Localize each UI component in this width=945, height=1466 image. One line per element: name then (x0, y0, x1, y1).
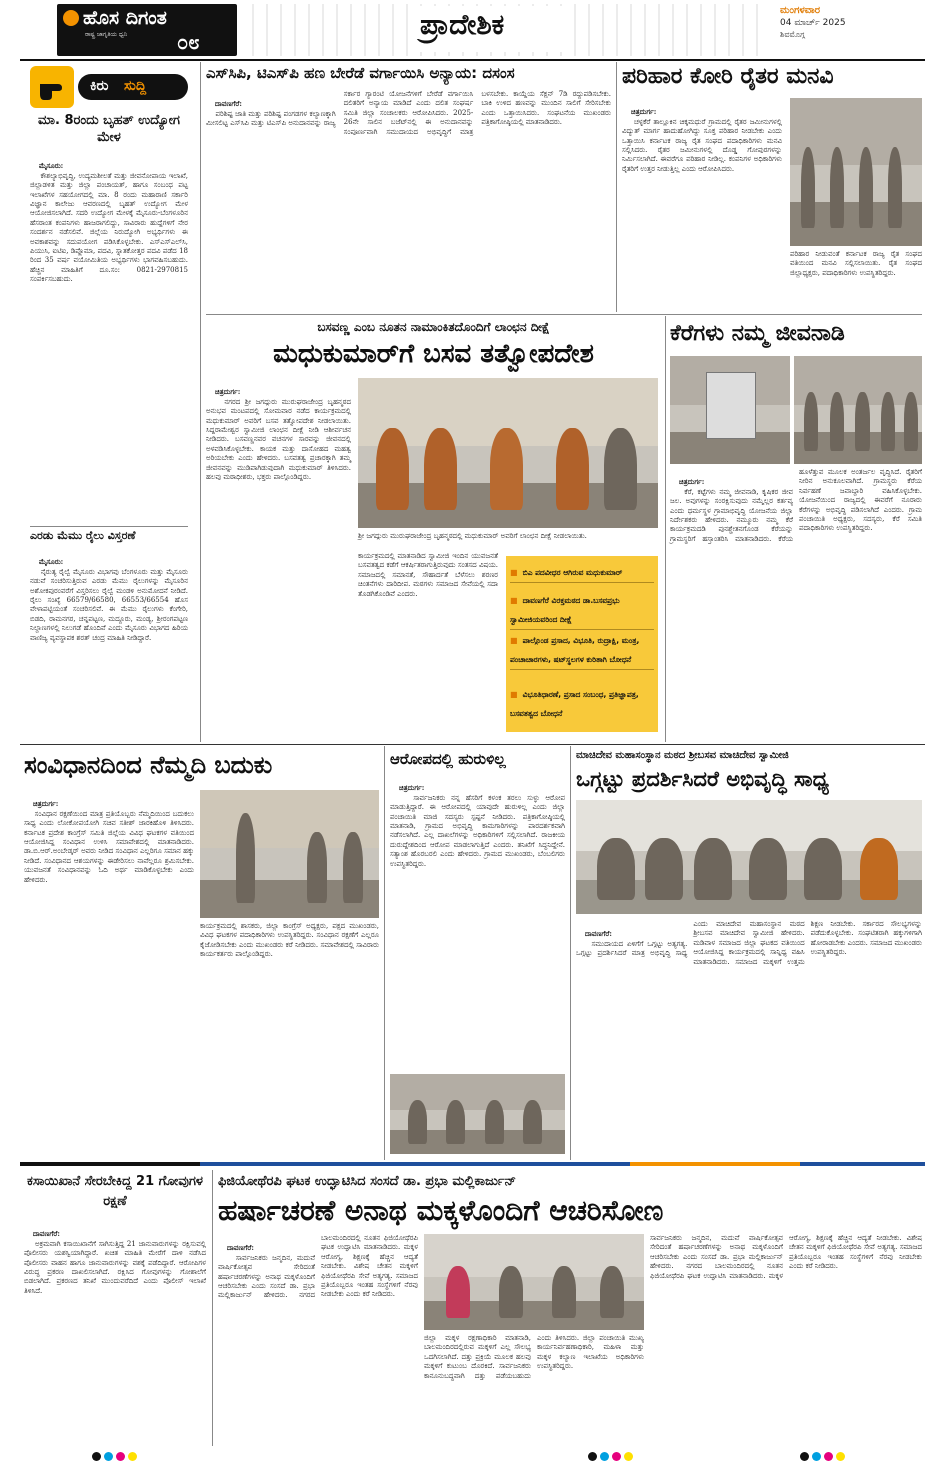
story-allegation-headline: ಆರೋಪದಲ್ಲಿ ಹುರುಳಿಲ್ಲ (390, 750, 506, 768)
story-slaughter (24, 1172, 209, 1442)
story-allegation-dateline: ಚಿತ್ರದುರ್ಗ: (398, 783, 425, 793)
story-unity-dateline: ದಾವಣಗೆರೆ: (584, 929, 612, 939)
masthead (0, 0, 945, 58)
story-birthday-body2: ಜಿಲ್ಲಾ ಮಕ್ಕಳ ರಕ್ಷಣಾಧಿಕಾರಿ ಮಾತನಾಡಿ, ಬಾಲಮಂದಿರದಲ್ಲಿರುವ ಮಕ್ಕಳಿಗೆ ಎಲ್ಲ ಸೌಲಭ್ಯ ಒದಗಿಸಲಾಗಿದೆ. ದತ್ತು ಪ್ರಕ್ರಿಯೆ ಮೂಲಕ ಹಲವು ಮಕ್ಕಳಿಗೆ ಕುಟುಂಬ ದೊರಕಿದೆ. ಸಾರ್ವಜನಿಕರು ಕಾನೂನುಬದ್ಧವಾಗಿ ದತ್ತು ಪಡೆಯಬಹುದು ಎಂದು ತಿಳಿಸಿದರು. ಜಿಲ್ಲಾ ಪಂಚಾಯಿತಿ ಮುಖ್ಯ ಕಾರ್ಯನಿರ್ವಹಣಾಧಿಕಾರಿ, ಮಹಿಳಾ ಮತ್ತು ಮಕ್ಕಳ ಕಲ್ಯಾಣ ಇಲಾಖೆಯ ಅಧಿಕಾರಿಗಳು ಉಪಸ್ಥಿತರಿದ್ದರು. (424, 1334, 647, 1380)
section-divider-bar (20, 1162, 925, 1166)
story-birthday-body (218, 1234, 421, 1440)
highlight-3 (510, 628, 654, 670)
basava-highlights-box (506, 556, 658, 732)
story-birthday-text: ಸಾರ್ವಜನಿಕರು ಜನ್ಮದಿನ, ಮದುವೆ ವಾರ್ಷಿಕೋತ್ಸವ ಸೇರಿದಂತೆ ಹರ್ಷಾಚರಣೆಗಳನ್ನು ಅನಾಥ ಮಕ್ಕಳೊಂದಿಗೆ ಆಚರಿಸಬೇಕು ಎಂದು ಸಂಸದೆ ಡಾ. ಪ್ರಭಾ ಮಲ್ಲಿಕಾರ್ಜುನ್ ಹೇಳಿದರು. ನಗರದ ಬಾಲಮಂದಿರದಲ್ಲಿ ನೂತನ ಫಿಜಿಯೋಥೆರಪಿ ಘಟಕ ಉದ್ಘಾಟಿಸಿ ಮಾತನಾಡಿದರು. ಮಕ್ಕಳ ಆರೋಗ್ಯ, ಶಿಕ್ಷಣಕ್ಕೆ ಹೆಚ್ಚಿನ ಆದ್ಯತೆ ನೀಡಬೇಕು. ವಿಶೇಷ ಚೇತನ ಮಕ್ಕಳಿಗೆ ಫಿಜಿಯೋಥೆರಪಿ ಸೇವೆ ಅತ್ಯಗತ್ಯ. ಸಮಾಜದ ಪ್ರತಿಯೊಬ್ಬರೂ ಇಂತಹ ಸಂಸ್ಥೆಗಳಿಗೆ ನೆರವು ನೀಡಬೇಕು ಎಂದು ಕರೆ ನೀಡಿದರು. (218, 1234, 421, 1300)
basava-photo-caption: ಶ್ರೀ ಜಗದ್ಗುರು ಮುರುಘರಾಜೇಂದ್ರ ಬೃಹನ್ಮಠದಲ್ಲಿ ಮಧುಕುಮಾರ್ ಅವರಿಗೆ ಲಾಂಛನ ದೀಕ್ಷೆ ನೀಡಲಾಯಿತು. (358, 532, 587, 540)
story-basava-headline: ಮಧುಕುಮಾರ್‌ಗೆ ಬಸವ ತತ್ವೋಪದೇಶ (273, 339, 594, 369)
farmers-photo-caption: ಪರಿಹಾರ ನೀಡುವಂತೆ ಕರ್ನಾಟಕ ರಾಜ್ಯ ರೈತ ಸಂಘದ ವತಿಯಿಂದ ಮನವಿ ಸಲ್ಲಿಸಲಾಯಿತು. ರೈತ ಸಂಘದ ಜಿಲ್ಲಾಧ್ಯಕ್ಷರು, ಪದಾಧಿಕಾರಿಗಳು ಉಪಸ್ಥಿತರಿದ್ದರು. (790, 250, 925, 277)
story-constitution-text: ಸಂವಿಧಾನ ರಕ್ಷಣೆಯಿಂದ ಮಾತ್ರ ಪ್ರತಿಯೊಬ್ಬರು ನೆಮ್ಮದಿಯಿಂದ ಬದುಕಲು ಸಾಧ್ಯ ಎಂದು ಲೋಕೋಪಯೋಗಿ ಸಚಿವ ಸತೀಶ್ ಜಾರಕಿಹೊಳಿ ತಿಳಿಸಿದರು. ಕರ್ನಾಟಕ ಪ್ರದೇಶ ಕಾಂಗ್ರೆಸ್ ಸಮಿತಿ ಜಿಲ್ಲೆಯ ವಿವಿಧ ಘಟಕಗಳ ವತಿಯಿಂದ ಆಯೋಜಿಸಿದ್ದ ಸಂವಿಧಾನ ಉಳಿಸಿ ಸಮಾವೇಶದಲ್ಲಿ ಮಾತನಾಡಿದರು. ಡಾ.ಬಿ.ಆರ್.ಅಂಬೇಡ್ಕರ್ ಅವರು ನೀಡಿದ ಸಂವಿಧಾನ ಎಲ್ಲರಿಗೂ ಸಮಾನ ಹಕ್ಕು ನೀಡಿದೆ. ಸಂವಿಧಾನದ ಆಶಯಗಳನ್ನು ಈಡೇರಿಸಲು ನಾವೆಲ್ಲರೂ ಶ್ರಮಿಸಬೇಕು. ಯುವಜನತೆ ಸಂವಿಧಾನವನ್ನು ಓದಿ ಅರ್ಥ ಮಾಡಿಕೊಳ್ಳಬೇಕು ಎಂದು ಹೇಳಿದರು. (24, 809, 197, 884)
kirusuddi-label-prefix: ಕಿರು (90, 78, 109, 94)
kirusuddi-item1-title: ಮಾ. 8ರಂದು ಬೃಹತ್ ಉದ್ಯೋಗ ಮೇಳ (38, 113, 180, 145)
section-tab (240, 4, 770, 56)
highlight-text: ಪಾಲ್ಗೊಂಡ ಪ್ರಸಾದ, ವಿಭೂತಿ, ರುದ್ರಾಕ್ಷಿ, ಮಂತ್ರ, ಪಂಚಾಚಾರಗಳು, ಷಟ್‌ಸ್ಥಲಗಳ ಕುರಿತಾಗಿ ಬೋಧನೆ (510, 636, 640, 664)
logo-box (57, 4, 237, 56)
highlight-4 (510, 682, 654, 720)
story-basava-text: ನಗರದ ಶ್ರೀ ಜಗದ್ಗುರು ಮುರುಘರಾಜೇಂದ್ರ ಬೃಹನ್ಮಠದ ಅನುಭವ ಮಂಟಪದಲ್ಲಿ ಸೋಮವಾರ ನಡೆದ ಕಾರ್ಯಕ್ರಮದಲ್ಲಿ ಮಧುಕುಮಾರ್ ಅವರಿಗೆ ಬಸವ ತತ್ವೋಪದೇಶ ನೀಡಲಾಯಿತು. ಸಿದ್ದರಾಮೇಶ್ವರ ಸ್ವಾಮೀಜಿ ಲಾಂಛನ ದೀಕ್ಷೆ ನೀಡಿ ಆಶೀರ್ವಚನ ನೀಡಿದರು. ಬಸವಣ್ಣನವರ ವಚನಗಳ ಸಾರವನ್ನು ಜೀವನದಲ್ಲಿ ಅಳವಡಿಸಿಕೊಳ್ಳಬೇಕು. ಕಾಯಕ ಮತ್ತು ದಾಸೋಹದ ಮಹತ್ವ ಅರಿಯಬೇಕು ಎಂದು ಹೇಳಿದರು. ಬಸವತತ್ವ ಪ್ರಚಾರಕ್ಕಾಗಿ ತಮ್ಮ ಜೀವನವನ್ನು ಮುಡಿಪಾಗಿಡುವುದಾಗಿ ಮಧುಕುಮಾರ್ ತಿಳಿಸಿದರು. ಹಲವು ಮಠಾಧೀಶರು, ಭಕ್ತರು ಪಾಲ್ಗೊಂಡಿದ್ದರು. (206, 397, 354, 482)
story-birthday-dateline: ದಾವಣಗೆರೆ: (226, 1243, 254, 1253)
story-scp-headline: ಎಸ್‌ಸಿಪಿ, ಟಿಎಸ್‌ಪಿ ಹಣ ಬೇರೆಡೆ ವರ್ಗಾಯಿಸಿ ಅನ್ಯಾಯ: ದಸಂಸ (206, 64, 515, 82)
unity-photo (576, 800, 922, 914)
lakes-photo-left (670, 356, 790, 464)
kirusuddi-item2-text: ನೈರುತ್ಯ ರೈಲ್ವೆ ಮೈಸೂರು ವಿಭಾಗವು ಬೆಂಗಳೂರು ಮತ್ತು ಮೈಸೂರು ನಡುವೆ ಸಂಚರಿಸುತ್ತಿರುವ ಎರಡು ಮೆಮು ರೈಲುಗಳನ್ನು ಮೈಸೂರಿನ ಅಶೋಕಪುರಂವರೆಗೆ ವಿಸ್ತರಿಸಲು ರೈಲ್ವೆ ಮಂಡಳಿ ಅನುಮೋದನೆ ನೀಡಿದೆ. ರೈಲು ಸಂಖ್ಯೆ 66579/66580, 66553/66554 ಹೊಸ ವೇಳಾಪಟ್ಟಿಯಂತೆ ಸಂಚರಿಸಲಿವೆ. ಈ ಮೆಮು ರೈಲುಗಳು ಕೆಂಗೇರಿ, ಬಿಡದಿ, ರಾಮನಗರ, ಚನ್ನಪಟ್ಟಣ, ಮದ್ದೂರು, ಮಂಡ್ಯ, ಶ್ರೀರಂಗಪಟ್ಟಣ ನಿಲ್ದಾಣಗಳಲ್ಲಿ ನಿಲುಗಡೆ ಹೊಂದಿವೆ ಎಂದು ಮೈಸೂರು ವಿಭಾಗದ ಹಿರಿಯ ವಾಣಿಜ್ಯ ವ್ಯವಸ್ಥಾಪಕ ಶರತ್ ಚಂದ್ರ ಮಾಹಿತಿ ನೀಡಿದ್ದಾರೆ. (30, 567, 191, 642)
story-birthday-kicker: ಫಿಜಿಯೋಥೆರಪಿ ಘಟಕ ಉದ್ಘಾಟಿಸಿದ ಸಂಸದೆ ಡಾ. ಪ್ರಭಾ ಮಲ್ಲಿಕಾರ್ಜುನ್ (218, 1174, 517, 1189)
story-scp-text: ಪರಿಶಿಷ್ಟ ಜಾತಿ ಮತ್ತು ಪರಿಶಿಷ್ಟ ಪಂಗಡಗಳ ಕಲ್ಯಾಣಕ್ಕಾಗಿ ಮೀಸಲಿಟ್ಟ ಎಸ್‌ಸಿಪಿ ಮತ್ತು ಟಿಎಸ್‌ಪಿ ಅನುದಾನವನ್ನು ರಾಜ್ಯ ಸರ್ಕಾರ ಗ್ಯಾರಂಟಿ ಯೋಜನೆಗಳಿಗೆ ಬೇರೆಡೆ ವರ್ಗಾಯಿಸಿ ದಲಿತರಿಗೆ ಅನ್ಯಾಯ ಮಾಡಿದೆ ಎಂದು ದಲಿತ ಸಂಘರ್ಷ ಸಮಿತಿ ಜಿಲ್ಲಾ ಸಂಚಾಲಕರು ಆರೋಪಿಸಿದರು. 2025-26ನೇ ಸಾಲಿನ ಬಜೆಟ್‌ನಲ್ಲಿ ಈ ಅನುದಾನವನ್ನು ಸಂಪೂರ್ಣವಾಗಿ ಸಮುದಾಯದ ಅಭಿವೃದ್ಧಿಗೆ ಮಾತ್ರ ಬಳಸಬೇಕು. ಕಾಯ್ದೆಯ ಸೆಕ್ಷನ್ 7ಡಿ ರದ್ದುಪಡಿಸಬೇಕು. ಬಾಕಿ ಉಳಿದ ಹಣವನ್ನು ಮುಂದಿನ ಸಾಲಿಗೆ ಸೇರಿಸಬೇಕು ಎಂದು ಒತ್ತಾಯಿಸಿದರು. ಸಂಘಟನೆಯ ಮುಖಂಡರು ಪತ್ರಿಕಾಗೋಷ್ಠಿಯಲ್ಲಿ ಮಾತನಾಡಿದರು. (206, 90, 614, 136)
story-allegation-body (390, 774, 568, 1070)
kirusuddi-banner (30, 66, 188, 108)
story-farmers-headline: ಪರಿಹಾರ ಕೋರಿ ರೈತರ ಮನವಿ (622, 64, 834, 89)
logo-tagline: ರಾಷ್ಟ್ರ ಜಾಗೃತಿಯ ಧ್ವನಿ (85, 31, 128, 38)
highlight-bullet: ■ (510, 596, 518, 605)
story-lakes-body (670, 468, 925, 738)
farmers-photo (790, 98, 922, 246)
story-lakes-dateline: ಚಿತ್ರದುರ್ಗ: (678, 477, 705, 487)
story-farmers-dateline: ಚಿತ್ರದುರ್ಗ: (630, 107, 657, 117)
story-scp-body (206, 90, 614, 308)
highlight-bullet: ■ (510, 568, 518, 577)
highlight-text: ವಿಭೂತಿಧಾರಣೆ, ಪ್ರಸಾದ ಸಂಬಂಧ, ಪ್ರತಿಜ್ಞಾಪತ್ರ, ಬಸವತತ್ವದ ಬೋಧನೆ (510, 690, 639, 718)
story-scp (206, 62, 614, 310)
highlight-text: ಬಿಎ ಪದವೀಧರ ಆಗಿರುವ ಮಧುಕುಮಾರ್ (522, 568, 623, 577)
story-farmers-body (622, 98, 785, 304)
date-block (780, 5, 930, 55)
constitution-photo (200, 790, 379, 918)
story-basava-body (206, 378, 354, 736)
story-farmers (622, 62, 925, 310)
story-constitution-body2: ಕಾರ್ಯಕ್ರಮದಲ್ಲಿ ಶಾಸಕರು, ಜಿಲ್ಲಾ ಕಾಂಗ್ರೆಸ್ ಅಧ್ಯಕ್ಷರು, ಪಕ್ಷದ ಮುಖಂಡರು, ವಿವಿಧ ಘಟಕಗಳ ಪದಾಧಿಕಾರಿಗಳು ಉಪಸ್ಥಿತರಿದ್ದರು. ಸಂವಿಧಾನ ರಕ್ಷಣೆಗೆ ಎಲ್ಲರೂ ಕೈಜೋಡಿಸಬೇಕು ಎಂದು ಮುಖಂಡರು ಕರೆ ನೀಡಿದರು. ಸಮಾವೇಶದಲ್ಲಿ ಸಾವಿರಾರು ಕಾರ್ಯಕರ್ತರು ಪಾಲ್ಗೊಂಡಿದ್ದರು. (200, 922, 382, 959)
story-birthday-body3: ಸಾರ್ವಜನಿಕರು ಜನ್ಮದಿನ, ಮದುವೆ ವಾರ್ಷಿಕೋತ್ಸವ ಸೇರಿದಂತೆ ಹರ್ಷಾಚರಣೆಗಳನ್ನು ಅನಾಥ ಮಕ್ಕಳೊಂದಿಗೆ ಆಚರಿಸಬೇಕು ಎಂದು ಸಂಸದೆ ಡಾ. ಪ್ರಭಾ ಮಲ್ಲಿಕಾರ್ಜುನ್ ಹೇಳಿದರು. ನಗರದ ಬಾಲಮಂದಿರದಲ್ಲಿ ನೂತನ ಫಿಜಿಯೋಥೆರಪಿ ಘಟಕ ಉದ್ಘಾಟಿಸಿ ಮಾತನಾಡಿದರು. ಮಕ್ಕಳ ಆರೋಗ್ಯ, ಶಿಕ್ಷಣಕ್ಕೆ ಹೆಚ್ಚಿನ ಆದ್ಯತೆ ನೀಡಬೇಕು. ವಿಶೇಷ ಚೇತನ ಮಕ್ಕಳಿಗೆ ಫಿಜಿಯೋಥೆರಪಿ ಸೇವೆ ಅತ್ಯಗತ್ಯ. ಸಮಾಜದ ಪ್ರತಿಯೊಬ್ಬರೂ ಇಂತಹ ಸಂಸ್ಥೆಗಳಿಗೆ ನೆರವು ನೀಡಬೇಕು ಎಂದು ಕರೆ ನೀಡಿದರು. (650, 1234, 925, 1280)
story-unity-headline: ಒಗ್ಗಟ್ಟು ಪ್ರದರ್ಶಿಸಿದರೆ ಅಭಿವೃದ್ಧಿ ಸಾಧ್ಯ (576, 767, 830, 791)
story-scp-dateline: ದಾವಣಗೆರೆ: (214, 99, 242, 109)
basava-photo (358, 378, 658, 528)
kirusuddi-label-suffix: ಸುದ್ದಿ (124, 78, 147, 94)
story-slaughter-dateline: ದಾವಣಗೆರೆ: (32, 1229, 60, 1239)
birthday-photo (424, 1234, 644, 1330)
story-allegation (390, 748, 568, 1158)
highlight-text: ದಾವಣಗೆರೆ ವಿರಕ್ತಮಠದ ಡಾ.ಬಸವಪ್ರಭು ಸ್ವಾಮೀಜಿಯವರಿಂದ ದೀಕ್ಷೆ (510, 596, 620, 624)
section-title: ಪ್ರಾದೇಶಿಕ (420, 8, 505, 41)
page-number: ೦೮ (177, 30, 200, 54)
story-unity (576, 748, 925, 1158)
kirusuddi-item1-body (30, 152, 191, 504)
logo-text: ಹೊಸ ದಿಗಂತ (83, 7, 167, 29)
lamp-icon (63, 10, 79, 26)
story-constitution-body (24, 790, 197, 1156)
registration-marks (0, 1450, 945, 1464)
story-lakes (670, 318, 925, 740)
story-farmers-text: ಚಳ್ಳಕೆರೆ ತಾಲ್ಲೂಕಿನ ಚಿಕ್ಕಮಧುರೆ ಗ್ರಾಮದಲ್ಲಿ ರೈತರ ಜಮೀನುಗಳಲ್ಲಿ ವಿದ್ಯುತ್ ಮಾರ್ಗ ಹಾದುಹೋಗಿದ್ದು ಸೂಕ್ತ ಪರಿಹಾರ ನೀಡಬೇಕು ಎಂದು ಒತ್ತಾಯಿಸಿ ಕರ್ನಾಟಕ ರಾಜ್ಯ ರೈತ ಸಂಘದ ಪದಾಧಿಕಾರಿಗಳು ಮನವಿ ಸಲ್ಲಿಸಿದರು. ರೈತರ ಜಮೀನುಗಳಲ್ಲಿ ದೊಡ್ಡ ಗೋಪುರಗಳನ್ನು ನಿರ್ಮಿಸಲಾಗಿದೆ. ಈವರೆಗೂ ಪರಿಹಾರ ನೀಡಿಲ್ಲ. ಕಂಪನಿಗಳ ಅಧಿಕಾರಿಗಳು ರೈತರಿಗೆ ಉತ್ತರ ನೀಡುತ್ತಿಲ್ಲ ಎಂದು ಆರೋಪಿಸಿದರು. (622, 117, 785, 173)
story-birthday (218, 1172, 925, 1442)
day-label: ಮಂಗಳವಾರ (780, 5, 821, 16)
allegation-photo (390, 1074, 565, 1154)
story-constitution (24, 748, 382, 1158)
date-label: 04 ಮಾರ್ಚ್ 2025 (780, 18, 846, 28)
story-basava-body2: ಕಾರ್ಯಕ್ರಮದಲ್ಲಿ ಮಾತನಾಡಿದ ಸ್ವಾಮೀಜಿ ಇಂದಿನ ಯುವಜನತೆ ಬಸವತತ್ವದ ಕಡೆಗೆ ಆಕರ್ಷಿತರಾಗುತ್ತಿರುವುದು ಸಂತಸದ ವಿಷಯ. ಸಮಾಜದಲ್ಲಿ ಸಮಾನತೆ, ಸೌಹಾರ್ದತೆ ಬೆಳೆಸಲು ಶರಣರ ಚಿಂತನೆಗಳು ದಾರಿದೀಪ. ಮಠಗಳು ಸಮಾಜದ ಸೇವೆಯಲ್ಲಿ ಸದಾ ತೊಡಗಿಕೊಂಡಿವೆ ಎಂದರು. (358, 552, 501, 598)
highlight-bullet: ■ (510, 636, 518, 645)
kirusuddi-item2-body (30, 548, 191, 738)
kirusuddi-item1-dateline: ಮೈಸೂರು: (38, 161, 64, 171)
story-lakes-text: ಕೆರೆ, ಕಟ್ಟೆಗಳು ನಮ್ಮ ಜೀವನಾಡಿ, ಕೃಷಿಕರ ಜೀವ ಜಲ. ಅವುಗಳನ್ನು ಸಂರಕ್ಷಿಸುವುದು ನಮ್ಮೆಲ್ಲರ ಕರ್ತವ್ಯ ಎಂದು ಧರ್ಮಸ್ಥಳ ಗ್ರಾಮಾಭಿವೃದ್ಧಿ ಯೋಜನೆಯ ಜಿಲ್ಲಾ ನಿರ್ದೇಶಕರು ಹೇಳಿದರು. ನಮ್ಮೂರು ನಮ್ಮ ಕೆರೆ ಕಾರ್ಯಕ್ರಮದಡಿ ಪುನಶ್ಚೇತನಗೊಂಡ ಕೆರೆಯನ್ನು ಗ್ರಾಮಸ್ಥರಿಗೆ ಹಸ್ತಾಂತರಿಸಿ ಮಾತನಾಡಿದರು. ಕೆರೆಯ ಹೂಳೆತ್ತುವ ಮೂಲಕ ಅಂತರ್ಜಲ ವೃದ್ಧಿಸಿದೆ. ರೈತರಿಗೆ ನೀರಿನ ಅನುಕೂಲವಾಗಿದೆ. ಗ್ರಾಮಸ್ಥರು ಕೆರೆಯ ನಿರ್ವಹಣೆ ಜವಾಬ್ದಾರಿ ವಹಿಸಿಕೊಳ್ಳಬೇಕು. ಯೋಜನೆಯಿಂದ ರಾಜ್ಯದಲ್ಲಿ ಈವರೆಗೆ ನೂರಾರು ಕೆರೆಗಳನ್ನು ಅಭಿವೃದ್ಧಿ ಪಡಿಸಲಾಗಿದೆ ಎಂದರು. ಗ್ರಾಮ ಪಂಚಾಯಿತಿ ಅಧ್ಯಕ್ಷರು, ಸದಸ್ಯರು, ಕೆರೆ ಸಮಿತಿ ಪದಾಧಿಕಾರಿಗಳು ಉಪಸ್ಥಿತರಿದ್ದರು. (670, 468, 925, 543)
story-unity-kicker: ಮಾಚಿದೇವ ಮಹಾಸಂಸ್ಥಾನ ಮಠದ ಶ್ರೀಬಸವ ಮಾಚಿದೇವ ಸ್ವಾಮೀಜಿ (576, 750, 789, 761)
lakes-photo-right (794, 356, 922, 464)
highlight-bullet: ■ (510, 690, 518, 699)
hand-pointing-icon (30, 66, 74, 108)
story-lakes-headline: ಕೆರೆಗಳು ನಮ್ಮ ಜೀವನಾಡಿ (670, 321, 845, 346)
story-slaughter-body (24, 1220, 209, 1440)
kirusuddi-item2-title: ಎರಡು ಮೆಮು ರೈಲು ವಿಸ್ತರಣೆ (30, 529, 136, 542)
story-unity-body (576, 920, 925, 1154)
highlight-1 (510, 560, 654, 583)
kirusuddi-column (24, 62, 194, 740)
story-basava-dateline: ಚಿತ್ರದುರ್ಗ: (214, 387, 241, 397)
kirusuddi-item1-text: ಕೌಶಲ್ಯಾಭಿವೃದ್ಧಿ, ಉದ್ಯಮಶೀಲತೆ ಮತ್ತು ಜೀವನೋಪಾಯ ಇಲಾಖೆ, ಜಿಲ್ಲಾಡಳಿತ ಮತ್ತು ಜಿಲ್ಲಾ ಪಂಚಾಯತ್, ಹಾಗೂ ಸಂಬಂಧ ಪಟ್ಟ ಇಲಾಖೆಗಳ ಸಹಯೋಗದಲ್ಲಿ ಮಾ. 8 ರಂದು ಮಹಾರಾಣಿ ಸರ್ಕಾರಿ ವಿಜ್ಞಾನ ಕಾಲೇಜು ಆವರಣದಲ್ಲಿ ಬೃಹತ್ ಉದ್ಯೋಗ ಮೇಳ ಆಯೋಜಿಸಲಾಗಿದೆ. ಸದರಿ ಉದ್ಯೋಗ ಮೇಳಕ್ಕೆ ಮೈಸೂರು-ಬೆಂಗಳೂರಿನ ಹೆಸರಾಂತ ಕಂಪನಿಗಳು ಹಾಜರಾಗಲಿದ್ದು, ಸಾವಿರಾರು ಹುದ್ದೆಗಳಿಗೆ ನೇರ ಸಂದರ್ಶನ ನಡೆಸಲಿವೆ. ಜಿಲ್ಲೆಯ ನಿರುದ್ಯೋಗಿ ಅಭ್ಯರ್ಥಿಗಳು ಈ ಅವಕಾಶವನ್ನು ಸದುಪಯೋಗ ಪಡಿಸಿಕೊಳ್ಳಬೇಕು. ಎಸ್ಎಸ್ಎಲ್‌ಸಿ, ಪಿಯುಸಿ, ಐಟಿಐ, ಡಿಪ್ಲೊಮಾ, ಪದವಿ, ಸ್ನಾತಕೋತ್ತರ ಪದವಿ ಪಡೆದ 18 ರಿಂದ 35 ವರ್ಷ ವಯೋಮಿತಿಯ ಅಭ್ಯರ್ಥಿಗಳು ಭಾಗವಹಿಸಬಹುದು. ಹೆಚ್ಚಿನ ಮಾಹಿತಿಗೆ ದೂ.ಸಂ: 0821-2970815 ಸಂಪರ್ಕಿಸಬಹುದು. (30, 171, 191, 284)
edition-label: ಶಿವಮೊಗ್ಗ (780, 30, 805, 39)
story-basava-kicker: ಬಸವಣ್ಣ ಎಂಬ ನೂತನ ನಾಮಾಂಕಿತದೊಂದಿಗೆ ಲಾಂಛನ ದೀಕ್ಷೆ (317, 320, 550, 334)
kirusuddi-item2-dateline: ಮೈಸೂರು: (38, 557, 64, 567)
story-allegation-text: ಸಾರ್ವಜನಿಕರು ನನ್ನ ಹೆಸರಿಗೆ ಕಳಂಕ ತರಲು ಸುಳ್ಳು ಆರೋಪ ಮಾಡುತ್ತಿದ್ದಾರೆ. ಈ ಆರೋಪದಲ್ಲಿ ಯಾವುದೇ ಹುರುಳಿಲ್ಲ ಎಂದು ಜಿಲ್ಲಾ ಪಂಚಾಯಿತಿ ಮಾಜಿ ಸದಸ್ಯರು ಸ್ಪಷ್ಟನೆ ನೀಡಿದರು. ಪತ್ರಿಕಾಗೋಷ್ಠಿಯಲ್ಲಿ ಮಾತನಾಡಿ, ಗ್ರಾಮದ ಅಭಿವೃದ್ಧಿ ಕಾಮಗಾರಿಗಳನ್ನು ಪಾರದರ್ಶಕವಾಗಿ ನಡೆಸಲಾಗಿದೆ. ಎಲ್ಲ ದಾಖಲೆಗಳನ್ನು ಅಧಿಕಾರಿಗಳಿಗೆ ಸಲ್ಲಿಸಲಾಗಿದೆ. ರಾಜಕೀಯ ದುರುದ್ದೇಶದಿಂದ ಆರೋಪ ಮಾಡಲಾಗುತ್ತಿದೆ ಎಂದರು. ತನಿಖೆಗೆ ಸಿದ್ಧನಿದ್ದೇನೆ. ಸತ್ಯಾಂಶ ಹೊರಬರಲಿ ಎಂದು ಹೇಳಿದರು. ಗ್ರಾಮದ ಮುಖಂಡರು, ಬೆಂಬಲಿಗರು ಉಪಸ್ಥಿತರಿದ್ದರು. (390, 793, 568, 868)
story-slaughter-text: ಅಕ್ರಮವಾಗಿ ಕಸಾಯಿಖಾನೆಗೆ ಸಾಗಿಸುತ್ತಿದ್ದ 21 ಜಾನುವಾರುಗಳನ್ನು ರಕ್ಷಿಸುವಲ್ಲಿ ಪೊಲೀಸರು ಯಶಸ್ವಿಯಾಗಿದ್ದಾರೆ. ಖಚಿತ ಮಾಹಿತಿ ಮೇರೆಗೆ ದಾಳಿ ನಡೆಸಿದ ಪೊಲೀಸರು ವಾಹನ ಹಾಗೂ ಜಾನುವಾರುಗಳನ್ನು ವಶಕ್ಕೆ ಪಡೆದಿದ್ದಾರೆ. ಆರೋಪಿಗಳ ವಿರುದ್ಧ ಪ್ರಕರಣ ದಾಖಲಿಸಲಾಗಿದೆ. ರಕ್ಷಿಸಿದ ಗೋವುಗಳನ್ನು ಗೋಶಾಲೆಗೆ ಬಿಡಲಾಗಿದೆ. ಪ್ರಕರಣದ ತನಿಖೆ ಮುಂದುವರೆದಿದೆ ಎಂದು ಪೊಲೀಸ್ ಇಲಾಖೆ ತಿಳಿಸಿದೆ. (24, 1239, 209, 1295)
story-basava (206, 318, 661, 740)
story-constitution-headline: ಸಂವಿಧಾನದಿಂದ ನೆಮ್ಮದಿ ಬದುಕು (24, 751, 273, 779)
story-birthday-headline: ಹರ್ಷಾಚರಣೆ ಅನಾಥ ಮಕ್ಕಳೊಂದಿಗೆ ಆಚರಿಸೋಣ (218, 1194, 664, 1227)
story-unity-text: ಸಮುದಾಯದ ಏಳಿಗೆಗೆ ಒಗ್ಗಟ್ಟು ಅತ್ಯಗತ್ಯ. ಒಗ್ಗಟ್ಟು ಪ್ರದರ್ಶಿಸಿದರೆ ಮಾತ್ರ ಅಭಿವೃದ್ಧಿ ಸಾಧ್ಯ ಎಂದು ಮಾಚಿದೇವ ಮಹಾಸಂಸ್ಥಾನ ಮಠದ ಶ್ರೀಬಸವ ಮಾಚಿದೇವ ಸ್ವಾಮೀಜಿ ಹೇಳಿದರು. ಮಡಿವಾಳ ಸಮಾಜದ ಜಿಲ್ಲಾ ಘಟಕದ ವತಿಯಿಂದ ಆಯೋಜಿಸಿದ್ದ ಕಾರ್ಯಕ್ರಮದಲ್ಲಿ ಸಾನ್ನಿಧ್ಯ ವಹಿಸಿ ಮಾತನಾಡಿದರು. ಸಮಾಜದ ಮಕ್ಕಳಿಗೆ ಉತ್ತಮ ಶಿಕ್ಷಣ ನೀಡಬೇಕು. ಸರ್ಕಾರದ ಸೌಲಭ್ಯಗಳನ್ನು ಪಡೆದುಕೊಳ್ಳಬೇಕು. ಸಂಘಟಿತರಾಗಿ ಹಕ್ಕುಗಳಿಗಾಗಿ ಹೋರಾಡಬೇಕು ಎಂದರು. ಸಮಾಜದ ಮುಖಂಡರು ಉಪಸ್ಥಿತರಿದ್ದರು. (576, 920, 925, 966)
story-constitution-dateline: ಚಿತ್ರದುರ್ಗ: (32, 799, 59, 809)
highlight-2 (510, 588, 654, 630)
story-slaughter-headline: ಕಸಾಯಿಖಾನೆ ಸೇರಬೇಕಿದ್ದ 21 ಗೋವುಗಳ ರಕ್ಷಣೆ (27, 1174, 203, 1209)
